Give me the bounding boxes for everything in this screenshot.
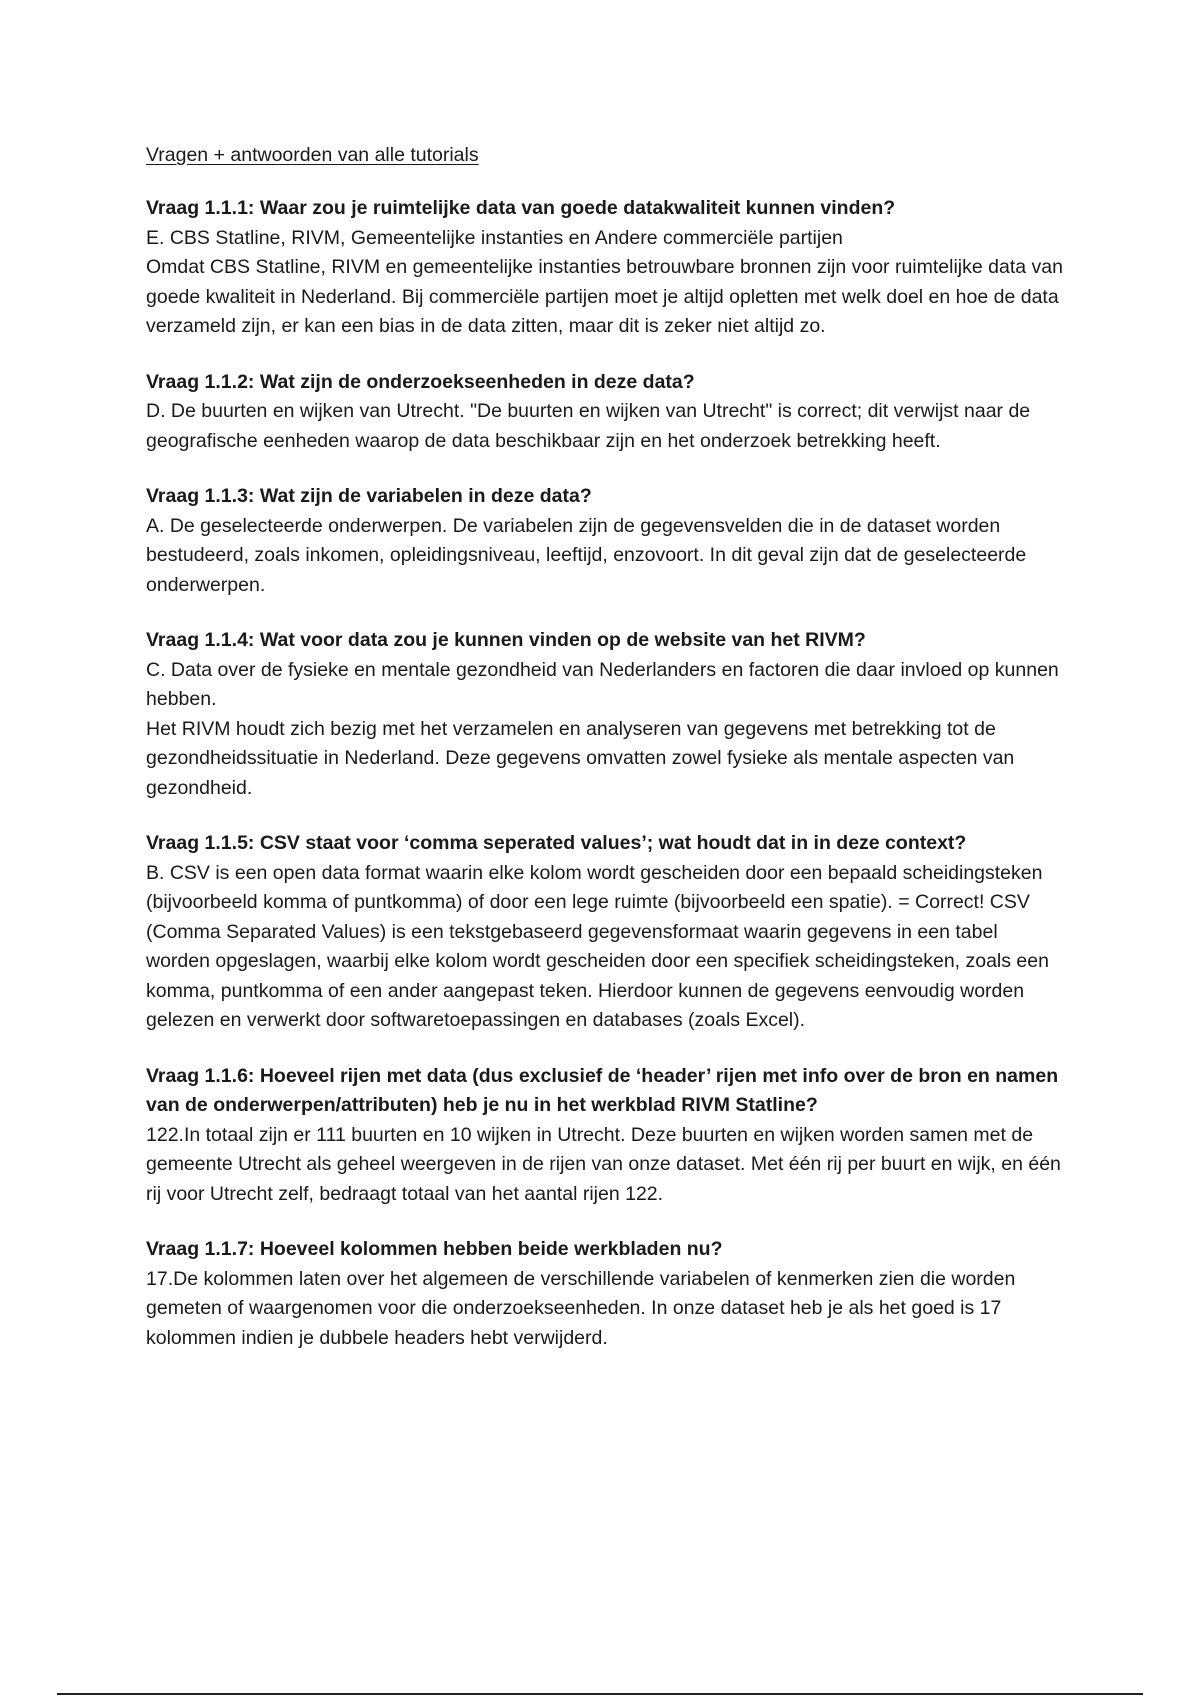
- answer-1-1-6-line-1: 122.In totaal zijn er 111 buurten en 10 wijken in Utrecht. Deze buurten en wijken worden samen met de gemeente Utrecht als geheel weergeven in de rijen van onze dataset. Met één rij per buurt en wijk, en één rij voor Utrecht zelf, bedraagt totaal van het aantal rijen 122.: [146, 1123, 1061, 1205]
- document-page: [146, 140, 1066, 1379]
- qa-block-1-1-1: [146, 194, 1066, 342]
- qa-block-1-1-7: [146, 1235, 1066, 1353]
- question-1-1-7: Vraag 1.1.7: Hoeveel kolommen hebben beide werkbladen nu?: [146, 1238, 723, 1260]
- qa-block-1-1-5: [146, 829, 1066, 1036]
- question-1-1-4: Vraag 1.1.4: Wat voor data zou je kunnen vinden op de website van het RIVM?: [146, 629, 866, 651]
- question-1-1-6: Vraag 1.1.6: Hoeveel rijen met data (dus exclusief de ‘header’ rijen met info over de bron en namen van de onderwerpen/attributen) heb je nu in het werkblad RIVM Statline?: [146, 1064, 1059, 1116]
- answer-1-1-1-line-2: Omdat CBS Statline, RIVM en gemeentelijke instanties betrouwbare bronnen zijn voor ruimtelijke data van goede kwaliteit in Nederland. Bij commerciële partijen moet je altijd opletten met welk doel en hoe de data verzameld zijn, er kan een bias in de data zitten, maar dit is zeker niet altijd zo.: [146, 256, 1063, 337]
- qa-block-1-1-4: [146, 626, 1066, 803]
- answer-1-1-7-line-1: 17.De kolommen laten over het algemeen de verschillende variabelen of kenmerken zien die worden gemeten of waargenomen voor die onderzoekseenheden. In onze dataset heb je als het goed is 17 kolommen indien je dubbele headers hebt verwijderd.: [146, 1267, 1016, 1349]
- question-1-1-2: Vraag 1.1.2: Wat zijn de onderzoekseenheden in deze data?: [146, 370, 695, 393]
- page-footer-divider: [57, 1693, 1143, 1695]
- answer-1-1-5-line-1: B. CSV is een open data format waarin elke kolom wordt gescheiden door een bepaald scheidingsteken (bijvoorbeeld komma of puntkomma) of door een lege ruimte (bijvoorbeeld een spatie). = Correct! CSV (Comma Separated Values) is een tekstgebaseerd gegevensformaat waarin gegevens in een tabel worden opgeslagen, waarbij elke kolom wordt gescheiden door een specifiek scheidingsteken, zoals een komma, puntkomma of een ander aangepast teken. Hierdoor kunnen de gegevens eenvoudig worden gelezen en verwerkt door softwaretoepassingen en databases (zoals Excel).: [146, 861, 1049, 1031]
- question-1-1-3: Vraag 1.1.3: Wat zijn de variabelen in deze data?: [146, 485, 592, 507]
- question-1-1-1: Vraag 1.1.1: Waar zou je ruimtelijke data van goede datakwaliteit kunnen vinden?: [146, 197, 896, 219]
- document-title: Vragen + antwoorden van alle tutorials: [146, 144, 479, 166]
- qa-block-1-1-6: [146, 1062, 1066, 1210]
- qa-block-1-1-2: [146, 368, 1066, 457]
- question-1-1-5: Vraag 1.1.5: CSV staat voor ‘comma seperated values’; wat houdt dat in in deze context?: [146, 832, 967, 854]
- qa-block-1-1-3: [146, 482, 1066, 600]
- answer-1-1-3-line-1: A. De geselecteerde onderwerpen. De variabelen zijn de gegevensvelden die in de dataset worden bestudeerd, zoals inkomen, opleidingsniveau, leeftijd, enzovoort. In dit geval zijn dat de geselecteerde onderwerpen.: [146, 514, 1027, 596]
- answer-1-1-2-line-1: D. De buurten en wijken van Utrecht. "De buurten en wijken van Utrecht" is correct; dit verwijst naar de geografische eenheden waarop de data beschikbaar zijn en het onderzoek betrekking heeft.: [146, 400, 1031, 452]
- answer-1-1-1-line-1: E. CBS Statline, RIVM, Gemeentelijke instanties en Andere commerciële partijen: [146, 226, 843, 249]
- answer-1-1-4-line-1: C. Data over de fysieke en mentale gezondheid van Nederlanders en factoren die daar invloed op kunnen hebben.: [146, 658, 1059, 710]
- answer-1-1-4-line-2: Het RIVM houdt zich bezig met het verzamelen en analyseren van gegevens met betrekking tot de gezondheidssituatie in Nederland. Deze gegevens omvatten zowel fysieke als mentale aspecten van gezondheid.: [146, 717, 1015, 799]
